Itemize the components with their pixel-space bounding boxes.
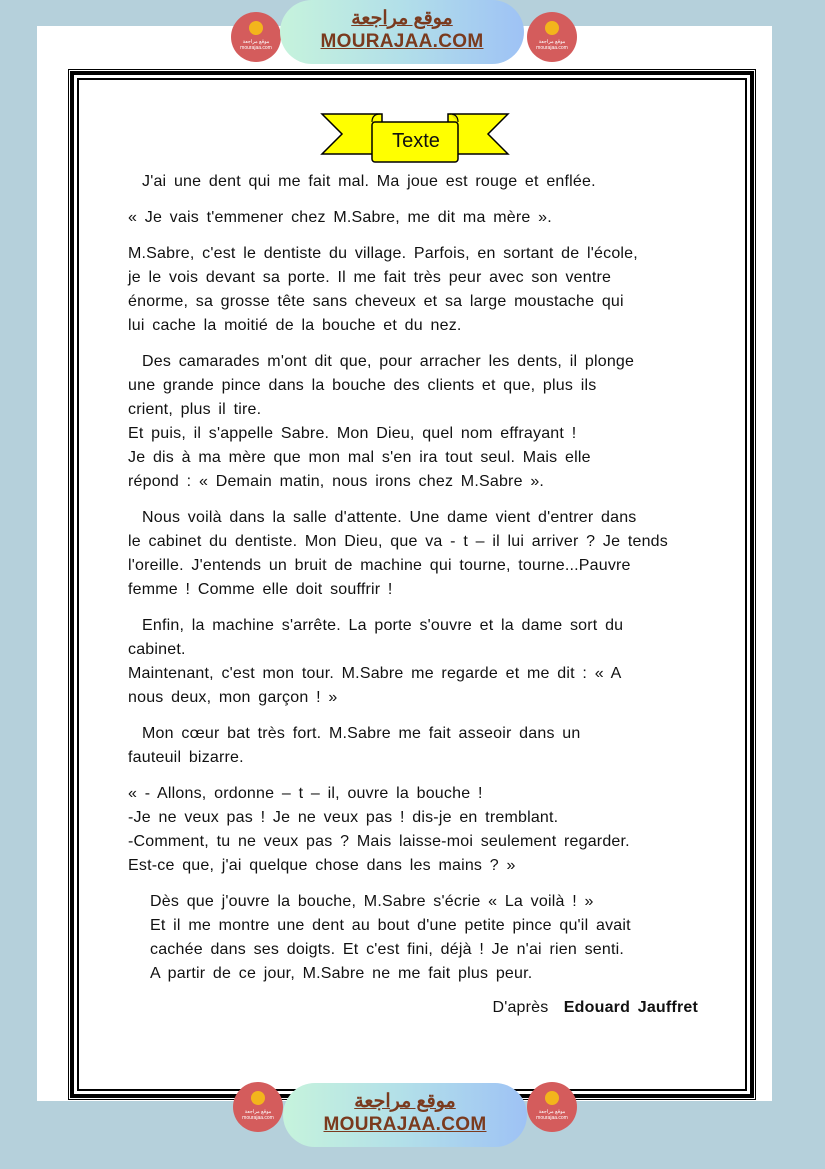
text-line: -Je ne veux pas ! Je ne veux pas ! dis-je en tremblant. [128,809,559,826]
title-banner [320,108,510,166]
text-line: fauteuil bizarre. [128,749,244,766]
text-line: Je dis à ma mère que mon mal s'en ira tout seul. Mais elle [128,449,591,466]
text-line: Des camarades m'ont dit que, pour arracher les dents, il plonge [142,353,635,370]
paragraph-8 [128,782,708,878]
text-body [128,170,708,1020]
text-line: Nous voilà dans la salle d'attente. Une dame vient d'entrer dans [142,509,637,526]
logo-badge-left-bottom [233,1082,283,1132]
signature [128,996,708,1020]
text-line: femme ! Comme elle doit souffrir ! [128,581,393,598]
text-line: cabinet. [128,641,186,658]
book-icon [545,21,559,35]
badge-caption-en: mourajaa.com [536,1115,568,1121]
logo-badge-right [527,12,577,62]
text-line: le cabinet du dentiste. Mon Dieu, que va - t – il lui arriver ? Je tends [128,533,668,550]
text-line: l'oreille. J'entends un bruit de machine qui tourne, tourne...Pauvre [128,557,631,574]
text-line: -Comment, tu ne veux pas ? Mais laisse-moi seulement regarder. [128,833,630,850]
paragraph-3 [128,242,708,338]
text-line: J'ai une dent qui me fait mal. Ma joue est rouge et enflée. [142,173,596,190]
site-name-latin: MOURAJAA.COM [320,31,484,52]
book-icon [545,1091,559,1105]
text-line: Dès que j'ouvre la bouche, M.Sabre s'écrie « La voilà ! » [150,893,594,910]
text-line: je le vois devant sa porte. Il me fait très peur avec son ventre [128,269,612,286]
text-line: Est-ce que, j'ai quelque chose dans les mains ? » [128,857,516,874]
paragraph-4 [128,350,708,494]
logo-badge-left [231,12,281,62]
book-icon [249,21,263,35]
badge-caption-ar: موقع مراجعة [242,39,270,45]
paragraph-5 [128,506,708,602]
badge-caption-en: mourajaa.com [242,1115,274,1121]
text-line: Mon cœur bat très fort. M.Sabre me fait asseoir dans un [142,725,581,742]
badge-caption-ar: موقع مراجعة [538,39,566,45]
badge-caption-en: mourajaa.com [536,45,568,51]
paragraph-7 [128,722,708,770]
paragraph-9 [128,890,708,986]
text-line: Enfin, la machine s'arrête. La porte s'ouvre et la dame sort du [142,617,624,634]
text-line: « - Allons, ordonne – t – il, ouvre la bouche ! [128,785,483,802]
site-name-arabic: موقع مراجعة [354,1091,456,1112]
site-logo-bottom[interactable] [283,1083,527,1147]
paragraph-1 [128,170,708,194]
site-logo-top[interactable] [280,0,524,64]
text-line: répond : « Demain matin, nous irons chez M.Sabre ». [128,473,545,490]
text-line: « Je vais t'emmener chez M.Sabre, me dit ma mère ». [128,209,552,226]
text-line: crient, plus il tire. [128,401,262,418]
text-line: M.Sabre, c'est le dentiste du village. Parfois, en sortant de l'école, [128,245,638,262]
text-line: une grande pince dans la bouche des clients et que, plus ils [128,377,597,394]
text-line: cachée dans ses doigts. Et c'est fini, déjà ! Je n'ai rien senti. [150,941,625,958]
badge-caption-en: mourajaa.com [240,45,272,51]
text-line: nous deux, mon garçon ! » [128,689,338,706]
paragraph-6 [128,614,708,710]
text-line: énorme, sa grosse tête sans cheveux et sa large moustache qui [128,293,624,310]
signature-prefix: D'après [492,999,549,1016]
text-line: Et puis, il s'appelle Sabre. Mon Dieu, quel nom effrayant ! [128,425,577,442]
banner-title: Texte [392,130,440,152]
logo-badge-right-bottom [527,1082,577,1132]
signature-author: Edouard Jauffret [563,999,698,1016]
text-line: A partir de ce jour, M.Sabre ne me fait plus peur. [150,965,533,982]
site-name-latin: MOURAJAA.COM [323,1114,487,1135]
text-line: lui cache la moitié de la bouche et du nez. [128,317,462,334]
badge-caption-ar: موقع مراجعة [538,1109,566,1115]
text-line: Et il me montre une dent au bout d'une petite pince qu'il avait [150,917,631,934]
text-line: Maintenant, c'est mon tour. M.Sabre me regarde et me dit : « A [128,665,622,682]
site-name-arabic: موقع مراجعة [351,8,453,29]
paragraph-2 [128,206,708,230]
badge-caption-ar: موقع مراجعة [244,1109,272,1115]
book-icon [251,1091,265,1105]
